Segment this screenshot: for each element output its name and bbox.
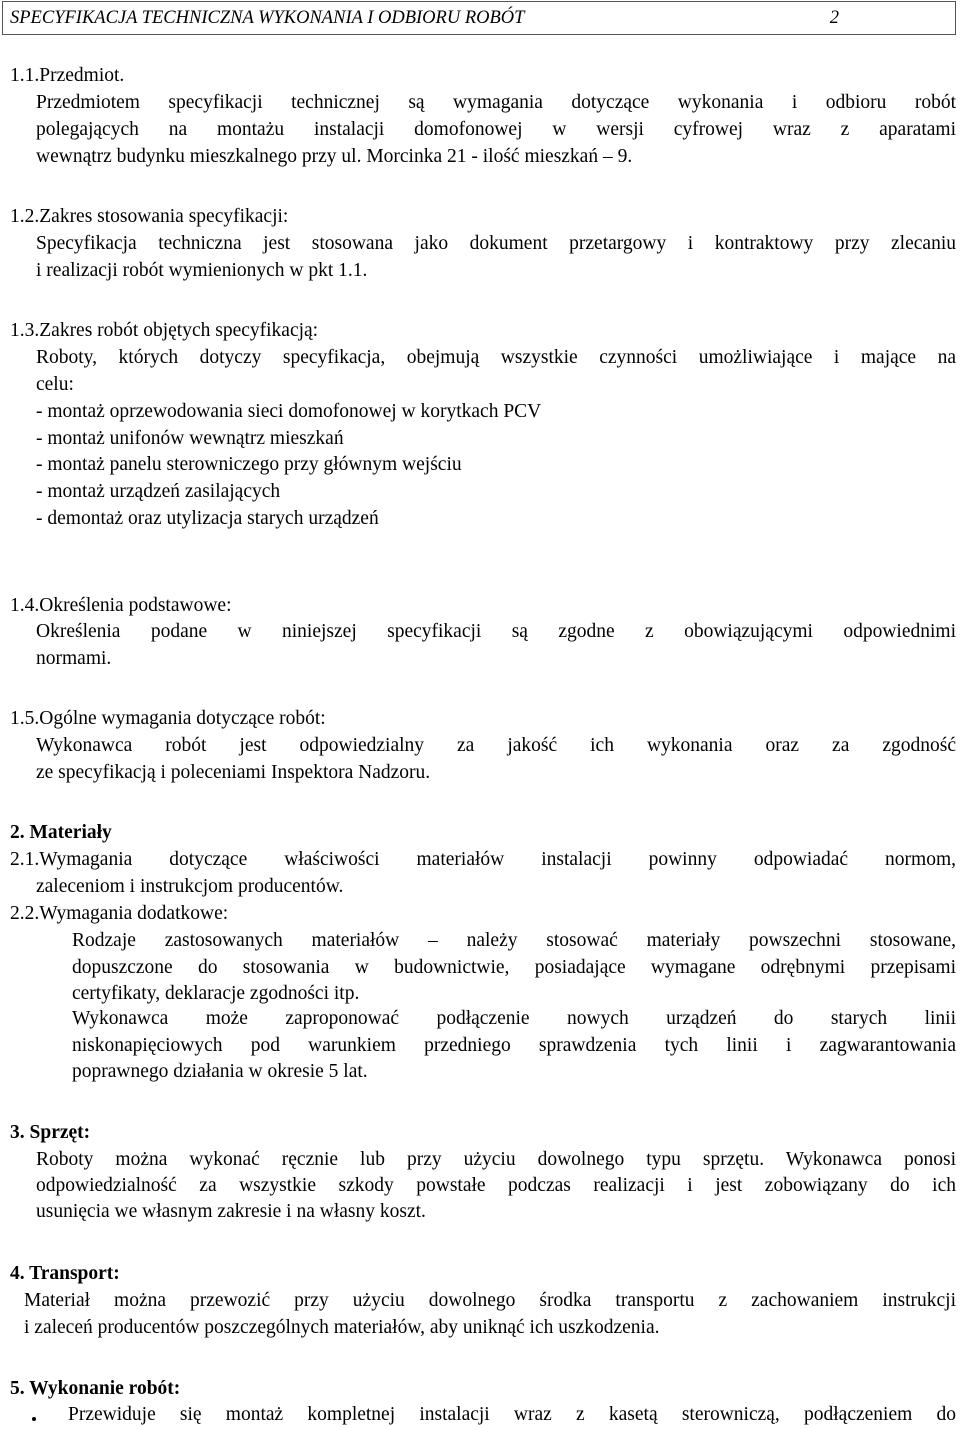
section-1-1-line-2: polegających na montażu instalacji domofonowej w wersji cyfrowej wraz z aparatami [36,119,956,140]
section-5-line-1: Przewiduje się montaż kompletnej instalacji wraz z kasetą sterowniczą, podłączeniem do [68,1404,956,1425]
section-2-2-line-4: Wykonawca może zaproponować podłączenie nowych urządzeń do starych linii [72,1008,956,1029]
bullet-icon [32,1417,36,1421]
section-2-1-line-2: zaleceniom i instrukcjom producentów. [36,876,344,897]
section-1-4-line-1: Określenia podane w niniejszej specyfikacji są zgodne z obowiązującymi odpowiednimi [36,621,956,642]
section-1-3-item-5: - demontaż oraz utylizacja starych urządzeń [36,508,379,529]
section-1-5-line-2: ze specyfikacją i poleceniami Inspektora Nadzoru. [36,762,431,783]
section-3-heading: 3. Sprzęt: [10,1122,91,1143]
section-3-line-2: odpowiedzialność za wszystkie szkody powstałe podczas realizacji i jest zobowiązany do ich [36,1175,956,1196]
section-1-3-line-1: Roboty, których dotyczy specyfikacja, obejmują wszystkie czynności umożliwiające i mające na [36,347,956,368]
section-1-3-item-4: - montaż urządzeń zasilających [36,481,281,502]
section-2-2-line-5: niskonapięciowych pod warunkiem przedniego sprawdzenia tych linii i zagwarantowania [72,1035,956,1056]
section-1-5-heading: 1.5.Ogólne wymagania dotyczące robót: [10,708,326,729]
section-1-5-line-1: Wykonawca robót jest odpowiedzialny za jakość ich wykonania oraz za zgodność [36,735,956,756]
section-2-1-line-1: 2.1.Wymagania dotyczące właściwości materiałów instalacji powinny odpowiadać normom, [10,849,956,870]
section-1-1-heading: 1.1.Przedmiot. [10,65,125,86]
section-1-1-line-3: wewnątrz budynku mieszkalnego przy ul. Morcinka 21 - ilość mieszkań – 9. [36,146,633,167]
section-4-line-1: Materiał można przewozić przy użyciu dowolnego środka transportu z zachowaniem instrukcji [24,1290,956,1311]
section-3-line-1: Roboty można wykonać ręcznie lub przy użyciu dowolnego typu sprzętu. Wykonawca ponosi [36,1149,956,1170]
section-1-1-line-1: Przedmiotem specyfikacji technicznej są wymagania dotyczące wykonania i odbioru robót [36,92,956,113]
section-4-heading: 4. Transport: [10,1263,120,1284]
section-1-3-item-1: - montaż oprzewodowania sieci domofonowej w korytkach PCV [36,401,542,422]
section-5-heading: 5. Wykonanie robót: [10,1378,181,1399]
section-1-3-line-2: celu: [36,374,74,395]
section-2-2-line-2: dopuszczone do stosowania w budownictwie, posiadające wymagane odrębnymi przepisami [72,957,956,978]
section-4-line-2: i zaleceń producentów poszczególnych materiałów, aby uniknąć ich uszkodzenia. [24,1317,660,1338]
page-header [2,1,956,35]
section-1-2-line-1: Specyfikacja techniczna jest stosowana jako dokument przetargowy i kontraktowy przy zlecaniu [36,233,956,254]
section-1-4-heading: 1.4.Określenia podstawowe: [10,595,232,616]
page-number: 2 [829,8,839,28]
section-2-2-heading: 2.2.Wymagania dodatkowe: [10,903,229,924]
section-1-2-heading: 1.2.Zakres stosowania specyfikacji: [10,206,289,227]
section-2-heading: 2. Materiały [10,822,112,843]
section-1-4-line-2: normami. [36,648,112,669]
section-2-2-line-1: Rodzaje zastosowanych materiałów – należy stosować materiały powszechni stosowane, [72,930,956,951]
section-2-2-line-6: poprawnego działania w okresie 5 lat. [72,1061,368,1082]
document-title: SPECYFIKACJA TECHNICZNA WYKONANIA I ODBIORU ROBÓT [10,8,525,28]
section-1-3-item-3: - montaż panelu sterowniczego przy głównym wejściu [36,454,462,475]
section-2-2-line-3: certyfikaty, deklaracje zgodności itp. [72,983,360,1004]
section-1-3-heading: 1.3.Zakres robót objętych specyfikacją: [10,320,319,341]
section-1-2-line-2: i realizacji robót wymienionych w pkt 1.1. [36,260,368,281]
section-3-line-3: usunięcia we własnym zakresie i na własny koszt. [36,1201,426,1222]
section-1-3-item-2: - montaż unifonów wewnątrz mieszkań [36,428,344,449]
